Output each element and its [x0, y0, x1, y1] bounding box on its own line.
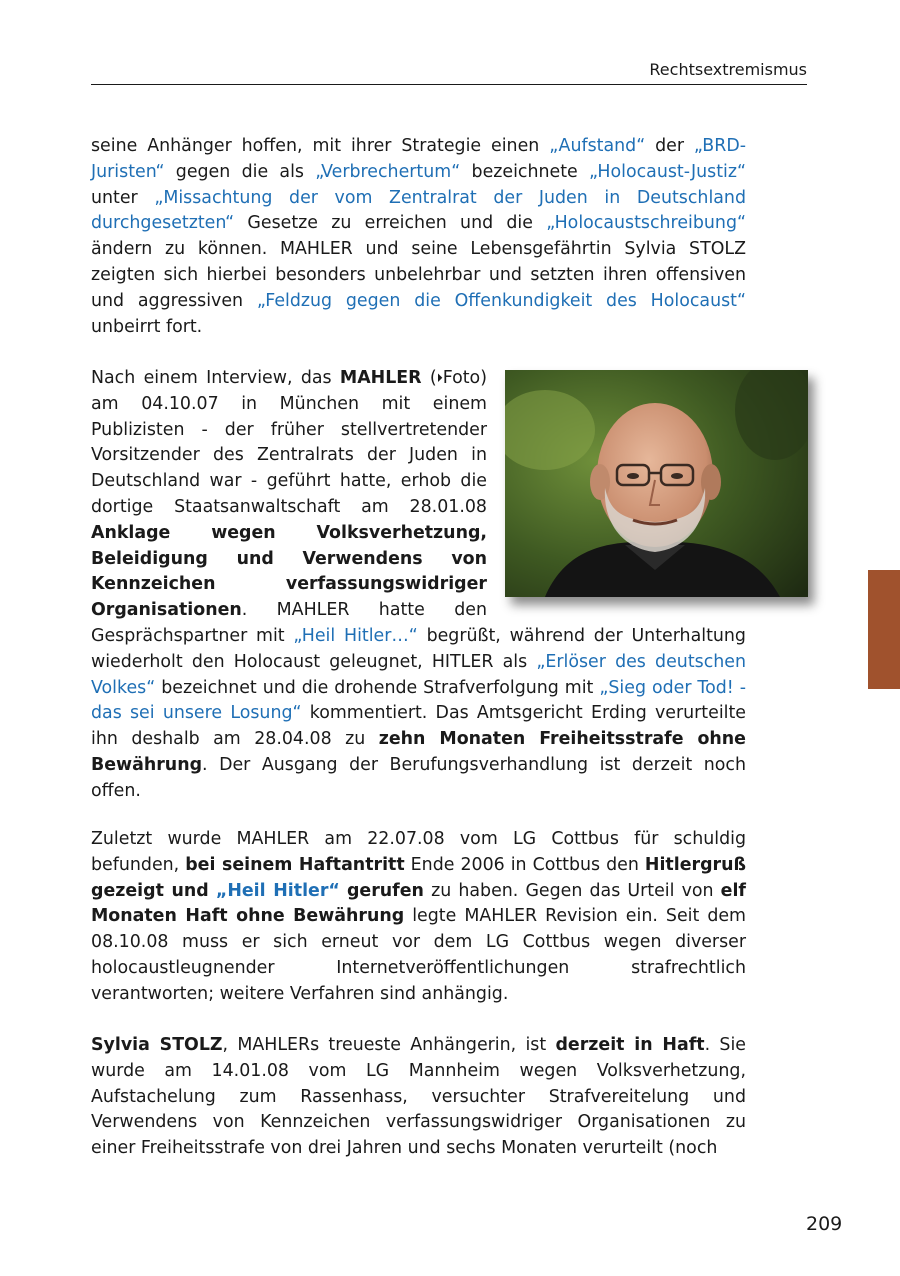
paragraph-3: Zuletzt wurde MAHLER am 22.07.08 vom LG Cottbus für schuldig befunden, bei seinem Haftantritt Ende 2006 in Cottbus den Hitlergruß gezeigt und „Heil Hitler“ gerufen zu haben. Gegen das Urteil von elf Monaten Haft ohne Bewährung legte MAHLER Revision ein. Seit dem 08.10.08 muss er sich erneut vor dem LG Cottbus wegen diverser holocaustleugnender Internetveröffentlichungen strafrechtlich verantworten; weitere Verfahren sind anhängig.: [91, 829, 746, 1004]
quote: „BRD-Juristen“: [91, 136, 746, 182]
quote: „Aufstand“: [549, 136, 646, 156]
quote: „Holocaust-Justiz“: [589, 161, 746, 182]
quote: „Verbrechertum“: [315, 161, 461, 182]
header-title: Rechtsextremismus: [649, 60, 807, 79]
quote: „Missachtung der vom Zentralrat der Juden in Deutschland durchgesetzten“: [91, 187, 746, 234]
quote: „Heil Hitler…“: [293, 625, 418, 646]
paragraph-2: Nach einem Interview, das MAHLER (⏵Foto) am 04.10.07 in München mit einem Publizisten - der früher stellvertretender Vorsitzender des Zentralrats der Juden in Deutschland war - geführt hatte, erhob die dortige Staatsanwaltschaft am 28.01.08 Anklage wegen Volksverhetzung, Beleidigung und Verwendens von Kennzeichen verfassungswidriger Organisationen. MAHLER hatte den Gesprächspartner mit „Heil Hitler…“ begrüßt, während der Unterhaltung wiederholt den Holocaust geleugnet, HITLER als „Erlöser des deutschen Volkes“ bezeichnet und die drohende Strafverfolgung mit „Sieg oder Tod! - das sei unsere Losung“ kommentiert. Das Amtsgericht Erding verurteilte ihn deshalb am 28.04.08 zu zehn Monaten Freiheitsstrafe ohne Bewährung. Der Ausgang der Berufungsverhandlung ist derzeit noch offen.: [91, 366, 746, 805]
quote: „Erlöser des deutschen Volkes“: [91, 651, 746, 698]
chapter-tab-marker: [868, 570, 900, 689]
quote: „Heil Hitler“: [215, 880, 340, 901]
page-number: 209: [806, 1213, 843, 1235]
running-header: [91, 58, 807, 85]
quote: „Feldzug gegen die Offenkundigkeit des Holocaust“: [256, 290, 746, 311]
paragraph-4: Sylvia STOLZ, MAHLERs treueste Anhängerin, ist derzeit in Haft. Sie wurde am 14.01.08 vom LG Mannheim wegen Volksverhetzung, Aufstachelung zum Rassenhass, versuchter Strafvereitelung und Verwendens von Kennzeichen verfassungswidriger Organisationen zu einer Freiheitsstrafe von drei Jahren und sechs Monaten verurteilt (noch: [91, 1035, 746, 1159]
quote: „Sieg oder Tod! - das sei unsere Losung“: [91, 677, 746, 724]
quote: „Holocaustschreibung“: [546, 213, 746, 234]
portrait-photo: [505, 370, 808, 597]
paragraph-1: seine Anhänger hoffen, mit ihrer Strategie einen „Aufstand“ der „BRD-Juristen“ gegen die als „Verbrechertum“ bezeichnete „Holocaust-Justiz“ unter „Missachtung der vom Zentralrat der Juden in Deutschland durchgesetzten“ Gesetze zu erreichen und die „Holocaustschreibung“ ändern zu können. MAHLER und seine Lebensgefährtin Sylvia STOLZ zeigten sich hierbei besonders unbelehrbar und setzten ihren offensiven und aggressiven „Feldzug gegen die Offenkundigkeit des Holocaust“ unbeirrt fort.: [91, 136, 746, 337]
triangle-right-icon: ⏵: [436, 371, 443, 385]
